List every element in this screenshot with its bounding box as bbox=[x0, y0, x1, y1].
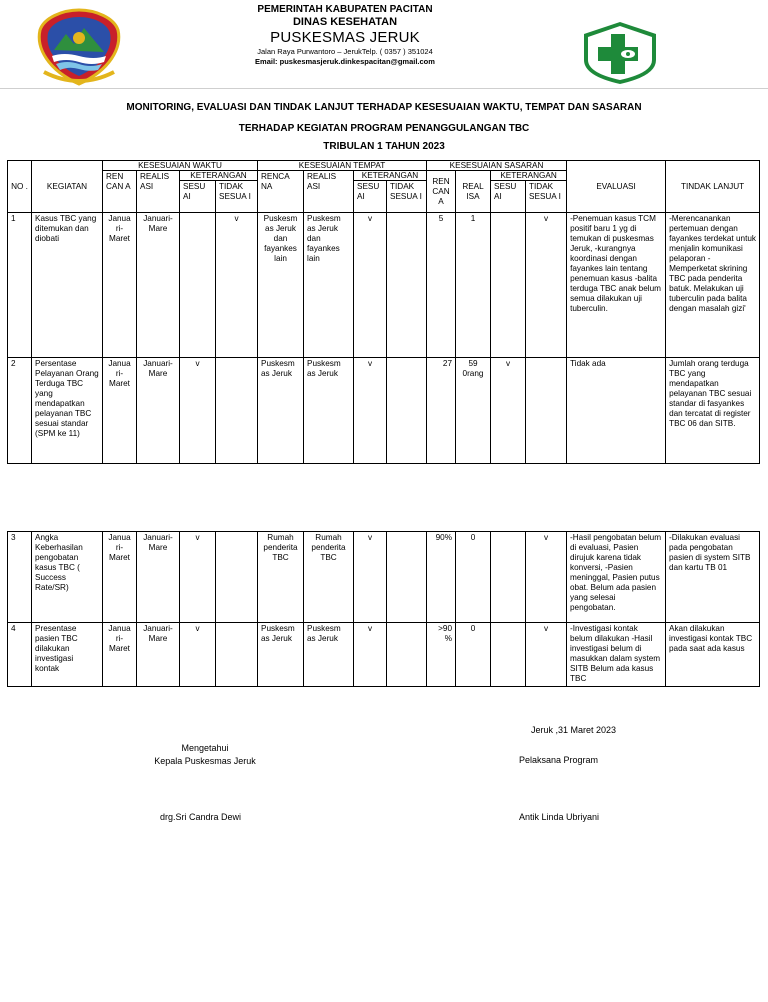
row-waktu-rencana: Janua ri-Maret bbox=[103, 532, 137, 623]
header-kegiatan: KEGIATAN bbox=[32, 161, 103, 213]
letterhead bbox=[0, 0, 768, 90]
table-row bbox=[8, 358, 760, 464]
row-tempat-realisasi: Puskesm as Jeruk bbox=[304, 623, 354, 687]
row-tempat-rencana: Rumah penderita TBC bbox=[258, 532, 304, 623]
row-no: 3 bbox=[8, 532, 32, 623]
row-no: 2 bbox=[8, 358, 32, 464]
report-title-line-2: TERHADAP KEGIATAN PROGRAM PENANGGULANGAN TBC bbox=[238, 123, 530, 134]
row-waktu-realisasi: Januari-Mare bbox=[137, 358, 180, 464]
row-tindak-lanjut: Akan dilakukan investigasi kontak TBC pada saat ada kasus bbox=[666, 623, 760, 687]
signature-left-label-2: Kepala Puskesmas Jeruk bbox=[154, 756, 256, 766]
row-sasaran-realisasi: 0 bbox=[456, 623, 491, 687]
row-tempat-tidak-sesuai bbox=[387, 358, 427, 464]
header-tempat-tidak-sesuai: TIDAK SESUA I bbox=[387, 181, 427, 213]
row-waktu-sesuai bbox=[180, 213, 216, 358]
row-tindak-lanjut: -Dilakukan evaluasi pada pengobatan pasien di system SITB dan kartu TB 01 bbox=[666, 532, 760, 623]
row-tempat-sesuai: v bbox=[354, 623, 387, 687]
institution-email: Email: puskesmasjeruk.dinkespacitan@gmail.com bbox=[255, 57, 435, 66]
header-sasaran-sesuai: SESU AI bbox=[491, 181, 526, 213]
row-waktu-sesuai: v bbox=[180, 532, 216, 623]
row-sasaran-sesuai bbox=[491, 532, 526, 623]
row-tempat-rencana: Puskesm as Jeruk dan fayankes lain bbox=[258, 213, 304, 358]
row-sasaran-sesuai bbox=[491, 623, 526, 687]
header-tempat-keterangan: KETERANGAN bbox=[354, 171, 427, 181]
row-waktu-tidak-sesuai: v bbox=[216, 213, 258, 358]
row-tempat-rencana: Puskesm as Jeruk bbox=[258, 623, 304, 687]
row-sasaran-tidak-sesuai bbox=[526, 358, 567, 464]
row-evaluasi: -Penemuan kasus TCM positif baru 1 yg di temukan di puskesmas Jeruk, -kurangnya koordinasi dengan fayankes lain tentang penemuan kasus -balita terduga TBC anak belum semua dilakukan uji tuberculin. bbox=[567, 213, 666, 358]
monitoring-table-continued bbox=[7, 531, 760, 687]
report-title-line-1: MONITORING, EVALUASI DAN TINDAK LANJUT TERHADAP KESESUAIAN WAKTU, TEMPAT DAN SASARAN bbox=[126, 102, 642, 113]
header-evaluasi: EVALUASI bbox=[567, 161, 666, 213]
signature-right-label: Pelaksana Program bbox=[519, 755, 599, 765]
row-sasaran-realisasi: 0 bbox=[456, 532, 491, 623]
signature-left-name: drg.Sri Candra Dewi bbox=[160, 812, 242, 822]
government-name: PEMERINTAH KABUPATEN PACITAN bbox=[257, 4, 433, 15]
row-evaluasi: -Hasil pengobatan belum di evaluasi, Pasien dirujuk karena tidak konversi, -Pasien meninggal, Pasien putus obat. Belum ada pasien yang selesai pengobatan. bbox=[567, 532, 666, 623]
row-evaluasi: Tidak ada bbox=[567, 358, 666, 464]
row-sasaran-rencana: 5 bbox=[427, 213, 456, 358]
place-date: Jeruk ,31 Maret 2023 bbox=[531, 725, 617, 735]
header-sasaran-realisasi: REAL ISA bbox=[456, 171, 491, 213]
row-tempat-realisasi: Puskesm as Jeruk dan fayankes lain bbox=[304, 213, 354, 358]
row-sasaran-rencana: >90 % bbox=[427, 623, 456, 687]
row-sasaran-sesuai: v bbox=[491, 358, 526, 464]
header-waktu-realisasi: REALIS ASI bbox=[137, 171, 180, 213]
row-tindak-lanjut: -Merencanankan pertemuan dengan fayankes terdekat untuk menjalin komunikasi pelaporan -Memperketat skrining TBC pada penderita batuk. Melakukan uji tuberculin pada balita dengan masalah gizi' bbox=[666, 213, 760, 358]
row-sasaran-realisasi: 1 bbox=[456, 213, 491, 358]
letterhead-divider bbox=[0, 88, 768, 89]
row-waktu-realisasi: Januari-Mare bbox=[137, 213, 180, 358]
header-tempat-realisasi: REALIS ASI bbox=[304, 171, 354, 213]
row-no: 1 bbox=[8, 213, 32, 358]
row-sasaran-sesuai bbox=[491, 213, 526, 358]
header-sasaran-keterangan: KETERANGAN bbox=[491, 171, 567, 181]
row-sasaran-tidak-sesuai: v bbox=[526, 623, 567, 687]
row-waktu-tidak-sesuai bbox=[216, 358, 258, 464]
row-waktu-realisasi: Januari-Mare bbox=[137, 532, 180, 623]
row-sasaran-tidak-sesuai: v bbox=[526, 532, 567, 623]
row-tempat-sesuai: v bbox=[354, 358, 387, 464]
row-evaluasi: -Investigasi kontak belum dilakukan -Hasil investigasi belum di masukkan dalam system SITB Belum ada kasus TBC bbox=[567, 623, 666, 687]
monitoring-table bbox=[7, 160, 760, 464]
row-tempat-tidak-sesuai bbox=[387, 623, 427, 687]
row-tempat-sesuai: v bbox=[354, 532, 387, 623]
table-row bbox=[8, 623, 760, 687]
row-kegiatan: Presentase pasien TBC dilakukan investigasi kontak bbox=[32, 623, 103, 687]
letterhead-text bbox=[200, 4, 490, 67]
table-row bbox=[8, 532, 760, 623]
row-sasaran-realisasi: 59 0rang bbox=[456, 358, 491, 464]
header-kesesuaian-waktu: KESESUAIAN WAKTU bbox=[103, 161, 258, 171]
row-sasaran-rencana: 90% bbox=[427, 532, 456, 623]
row-tempat-tidak-sesuai bbox=[387, 532, 427, 623]
row-waktu-tidak-sesuai bbox=[216, 532, 258, 623]
row-waktu-tidak-sesuai bbox=[216, 623, 258, 687]
row-tempat-rencana: Puskesm as Jeruk bbox=[258, 358, 304, 464]
row-tempat-tidak-sesuai bbox=[387, 213, 427, 358]
table-row bbox=[8, 213, 760, 358]
header-kesesuaian-tempat: KESESUAIAN TEMPAT bbox=[258, 161, 427, 171]
header-sasaran-tidak-sesuai: TIDAK SESUA I bbox=[526, 181, 567, 213]
header-kesesuaian-sasaran: KESESUAIAN SASARAN bbox=[427, 161, 567, 171]
row-waktu-realisasi: Januari-Mare bbox=[137, 623, 180, 687]
header-tempat-sesuai: SESU AI bbox=[354, 181, 387, 213]
header-waktu-tidak-sesuai: TIDAK SESUA I bbox=[216, 181, 258, 213]
header-no: NO . bbox=[8, 161, 32, 213]
row-sasaran-rencana: 27 bbox=[427, 358, 456, 464]
header-waktu-rencana: REN CAN A bbox=[103, 171, 137, 213]
agency-name: DINAS KESEHATAN bbox=[292, 16, 398, 28]
report-title-line-3: TRIBULAN 1 TAHUN 2023 bbox=[323, 141, 445, 152]
row-waktu-sesuai: v bbox=[180, 358, 216, 464]
row-waktu-sesuai: v bbox=[180, 623, 216, 687]
row-no: 4 bbox=[8, 623, 32, 687]
header-tempat-rencana: RENCA NA bbox=[258, 171, 304, 213]
table-header-row-1 bbox=[8, 161, 760, 171]
header-sasaran-rencana: REN CAN A bbox=[427, 171, 456, 213]
row-sasaran-tidak-sesuai: v bbox=[526, 213, 567, 358]
institution-name: PUSKESMAS JERUK bbox=[270, 29, 420, 46]
signature-left-label-1: Mengetahui bbox=[181, 743, 229, 753]
row-kegiatan: Angka Keberhasilan pengobatan kasus TBC ( Success Rate/SR) bbox=[32, 532, 103, 623]
header-tindak-lanjut: TINDAK LANJUT bbox=[666, 161, 760, 213]
header-waktu-sesuai: SESU AI bbox=[180, 181, 216, 213]
row-kegiatan: Kasus TBC yang ditemukan dan diobati bbox=[32, 213, 103, 358]
row-kegiatan: Persentase Pelayanan Orang Terduga TBC yang mendapatkan pelayanan TBC sesuai standar (SPM ke 11) bbox=[32, 358, 103, 464]
row-waktu-rencana: Janua ri-Maret bbox=[103, 358, 137, 464]
row-tempat-realisasi: Rumah penderita TBC bbox=[304, 532, 354, 623]
row-tempat-realisasi: Puskesm as Jeruk bbox=[304, 358, 354, 464]
institution-address: Jalan Raya Purwantoro – JerukTelp. ( 0357 ) 351024 bbox=[257, 47, 433, 56]
row-tindak-lanjut: Jumlah orang terduga TBC yang mendapatkan pelayanan TBC sesuai standar di fasyankes dan tercatat di register TBC 06 dan SITB. bbox=[666, 358, 760, 464]
row-tempat-sesuai: v bbox=[354, 213, 387, 358]
pacitan-regency-emblem-icon bbox=[34, 8, 124, 86]
header-waktu-keterangan: KETERANGAN bbox=[180, 171, 258, 181]
puskesmas-logo-icon bbox=[580, 20, 660, 86]
row-waktu-rencana: Janua ri-Maret bbox=[103, 623, 137, 687]
signature-right-name: Antik Linda Ubriyani bbox=[519, 812, 600, 822]
row-waktu-rencana: Janua ri-Maret bbox=[103, 213, 137, 358]
